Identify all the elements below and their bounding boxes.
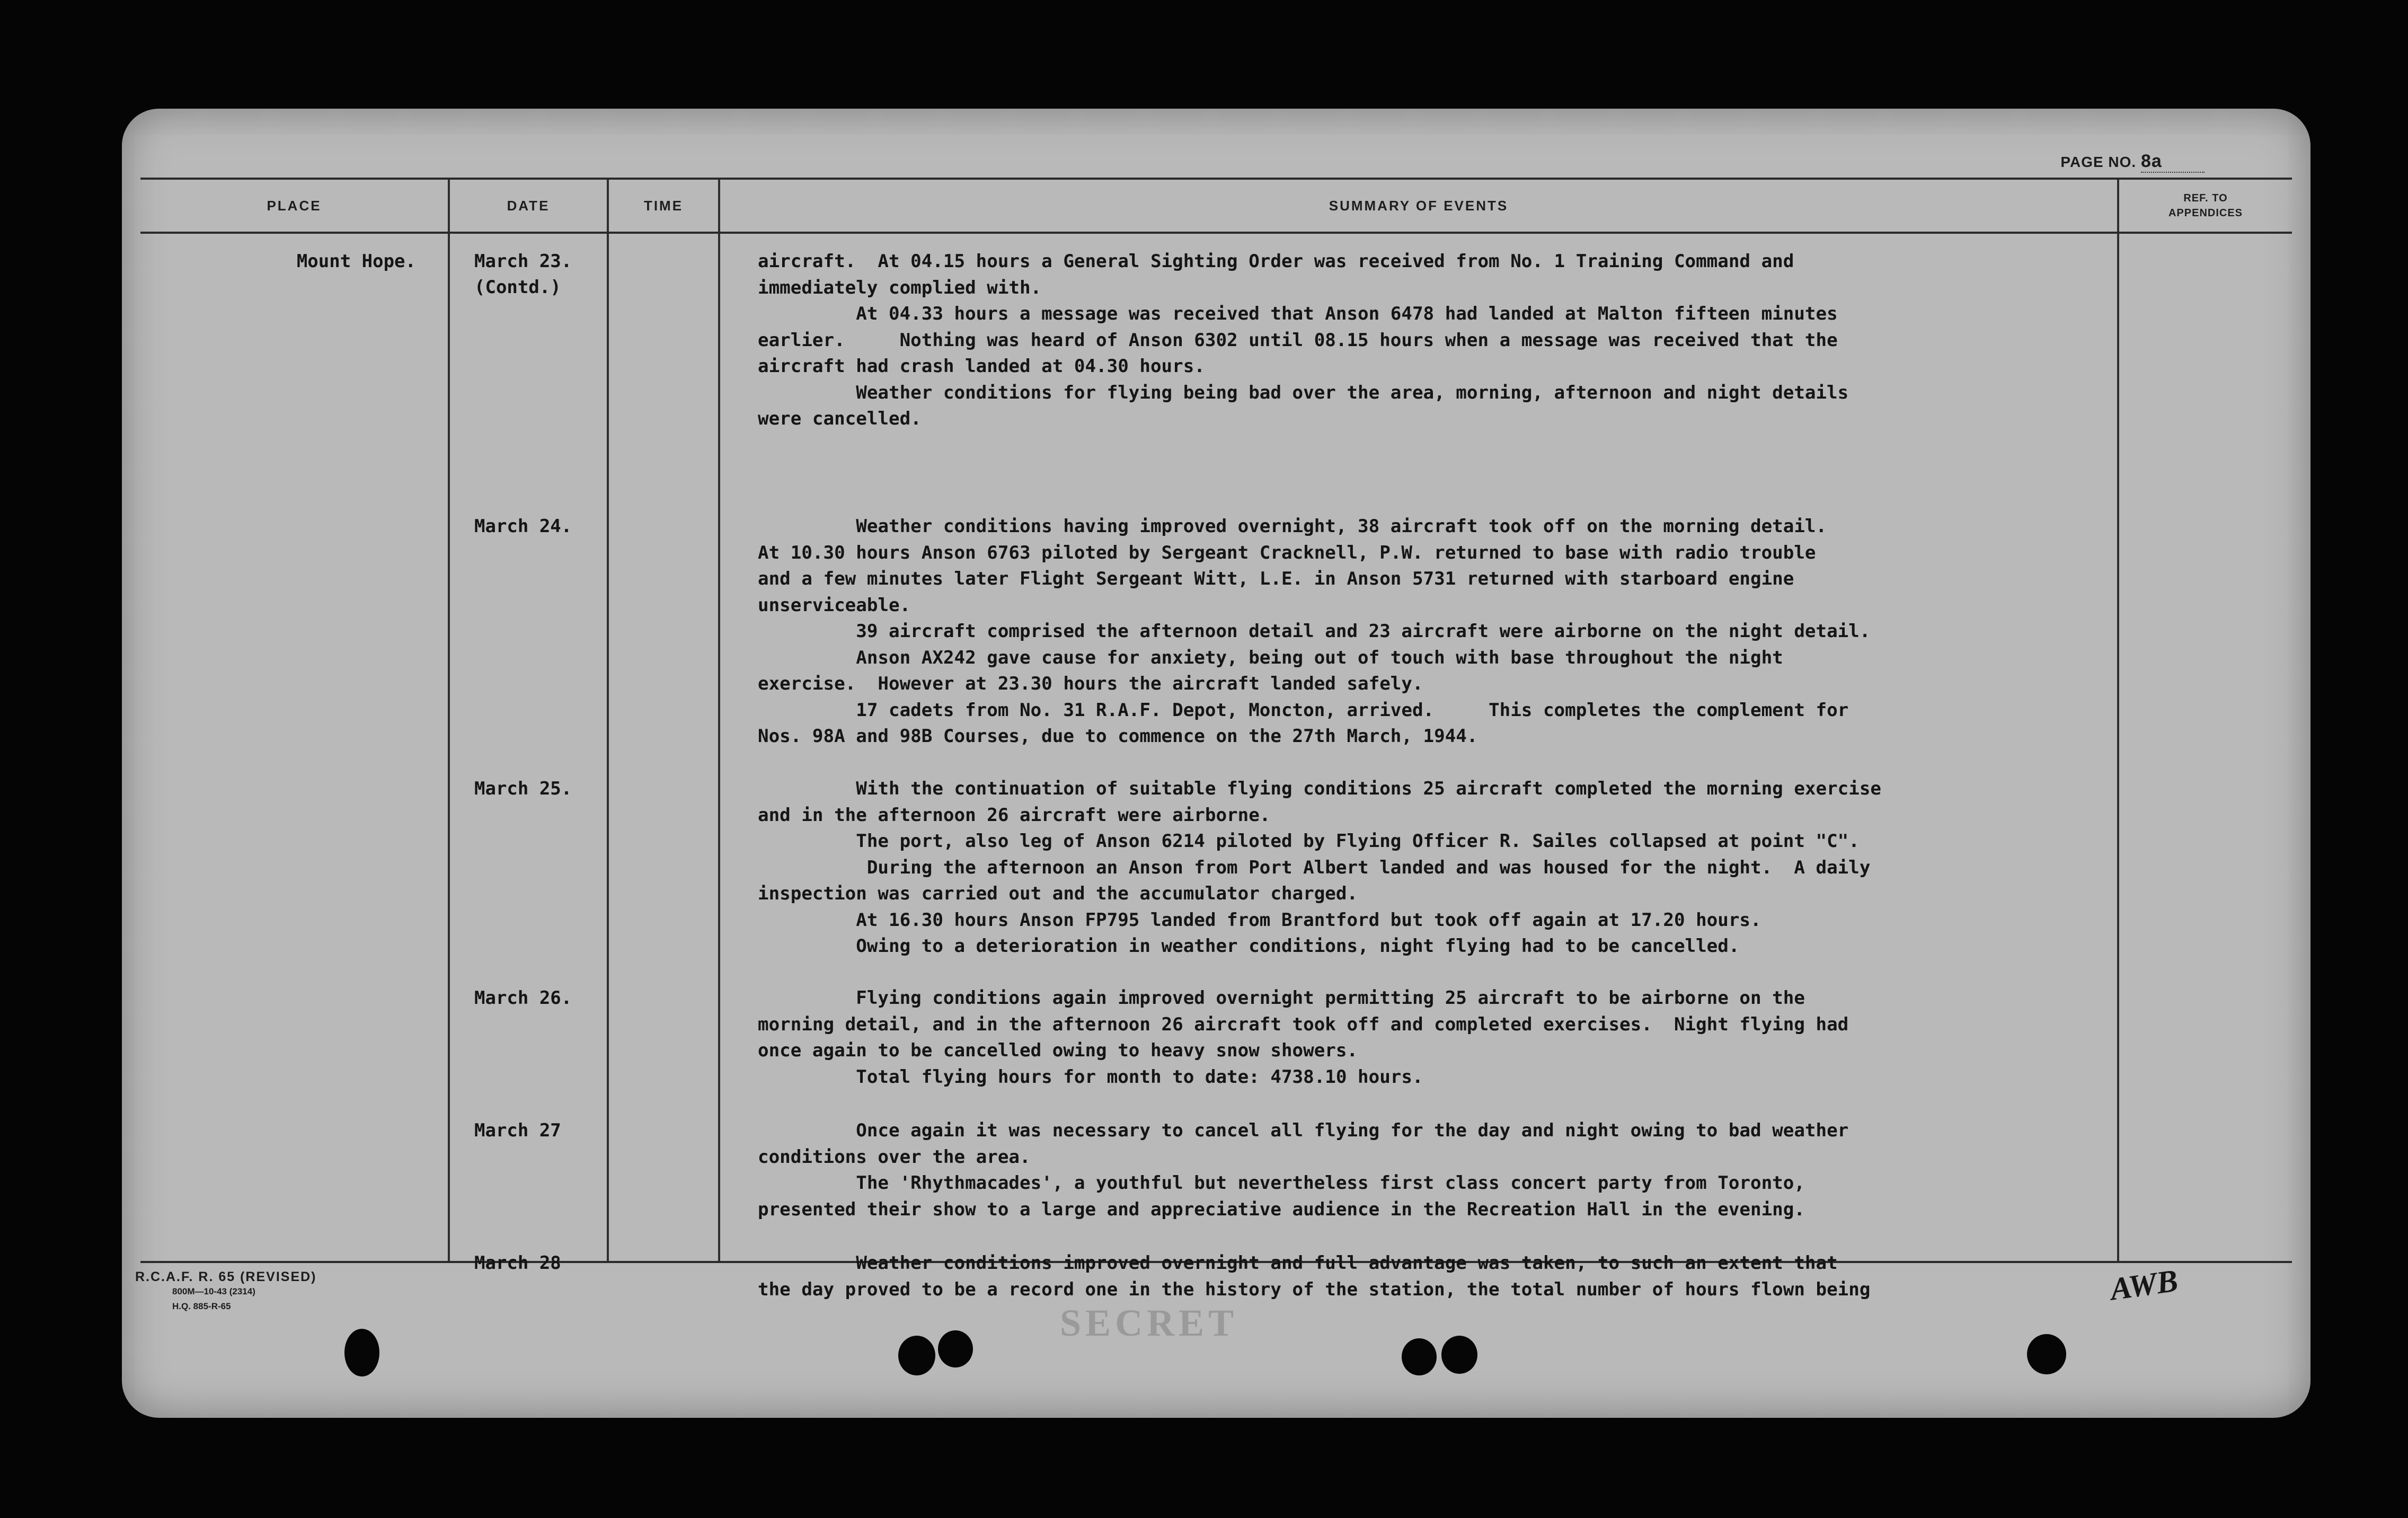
date-march-24: March 24. [474,516,572,537]
page-number-value: 8a [2141,151,2205,173]
header-date: DATE [507,198,550,214]
date-march-26: March 26. [474,987,572,1009]
binder-holes [122,109,2310,1418]
punch-hole-icon [1402,1338,1437,1375]
punch-hole-icon [1441,1336,1477,1374]
form-number-line2: 800M—10-43 (2314) [172,1286,255,1296]
header-time: TIME [643,198,684,214]
date-march-23: March 23. (Contd.) [474,251,572,298]
punch-hole-icon [898,1336,935,1375]
punch-hole-icon [2027,1334,2066,1374]
header-place: PLACE [267,198,322,214]
header-summary: SUMMARY OF EVENTS [1329,198,1509,214]
date-march-25: March 25. [474,778,572,799]
header-ref-appendices: REF. TO APPENDICES [2168,192,2243,219]
form-number-line3: H.Q. 885-R-65 [172,1301,231,1311]
date-march-27: March 27 [474,1120,561,1141]
form-number-line1: R.C.A.F. R. 65 (REVISED) [135,1269,317,1284]
entry-march-25: With the continuation of suitable flying conditions 25 aircraft completed the morning exercise and in the afternoon 26 aircraft were airborne. The port, also leg of Anson 6214 piloted by Flying Officer R. Sailes collapsed at point "C". During the afternoon an Anson from Port Albert landed and was housed for the night. A daily inspection was carried out and the accumulator charged. At 16.30 hours Anson FP795 landed from Brantford but took off again at 17.20 hours. Owing to a deterioration in weather conditions, night flying had to be cancelled. [758,778,1882,957]
diary-page-card [122,109,2310,1418]
punch-hole-icon [344,1329,379,1376]
page-number-label: PAGE NO. [2060,154,2137,170]
entry-march-23: aircraft. At 04.15 hours a General Sighting Order was received from No. 1 Training Command and immediately complied with. At 04.33 hours a message was received that Anson 6478 had landed at Malton fifteen minutes earlier. Nothing was heard of Anson 6302 until 08.15 hours when a message was received that the aircraft had crash landed at 04.30 hours. Weather conditions for flying being bad over the area, morning, afternoon and night details were cancelled. [758,251,1849,429]
secret-stamp: SECRET [1060,1302,1238,1344]
entry-march-26: Flying conditions again improved overnight permitting 25 aircraft to be airborne on the morning detail, and in the afternoon 26 aircraft took off and completed exercises. Night flying had once again to be cancelled owing to heavy snow showers. Total flying hours for month to date: 4738.10 hours. [758,987,1849,1088]
handwritten-initials: AWB [2108,1263,2180,1307]
entry-march-28: Weather conditions improved overnight and full advantage was taken, to such an extent that the day proved to be a record one in the history of the station, the total number of hours flown being [758,1252,1871,1300]
entry-march-24: Weather conditions having improved overnight, 38 aircraft took off on the morning detail. At 10.30 hours Anson 6763 piloted by Sergeant Cracknell, P.W. returned to base with radio trouble and a few minutes later Flight Sergeant Witt, L.E. in Anson 5731 returned with starboard engine unserviceable. 39 aircraft comprised the afternoon detail and 23 aircraft were airborne on the night detail. Anson AX242 gave cause for anxiety, being out of touch with base throughout the night exercise. However at 23.30 hours the aircraft landed safely. 17 cadets from No. 31 R.A.F. Depot, Moncton, arrived. This completes the complement for Nos. 98A and 98B Courses, due to commence on the 27th March, 1944. [758,516,1871,747]
punch-hole-icon [938,1330,973,1367]
place-cell: Mount Hope. [296,251,416,272]
date-march-28: March 28 [474,1252,561,1274]
entry-march-27: Once again it was necessary to cancel all flying for the day and night owing to bad weather conditions over the area. The 'Rhythmacades', a youthful but nevertheless first class concert party from Toronto, presented their show to a large and appreciative audience in the Recreation Hall in the evening. [758,1120,1849,1220]
